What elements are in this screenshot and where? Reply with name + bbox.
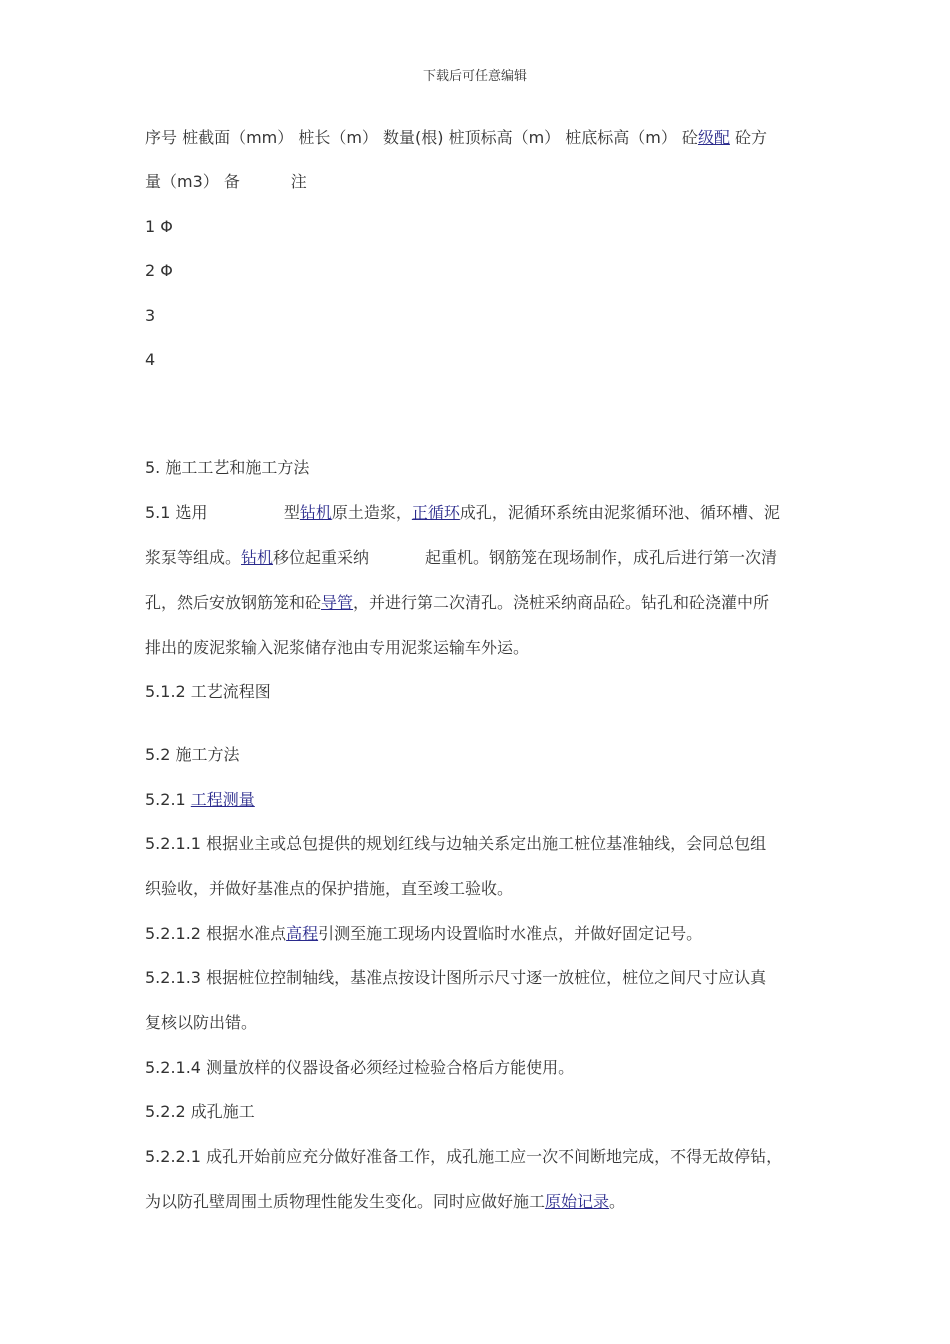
link[interactable]: 工程测量	[190, 790, 255, 809]
text-segment: 原土造浆，	[331, 503, 412, 522]
text-line	[145, 745, 240, 765]
text-segment: 为以防孔壁周围土质物理性能发生变化。同时应做好施工	[145, 1192, 546, 1211]
text-line	[145, 217, 173, 237]
link[interactable]: 正循环	[411, 503, 460, 522]
link[interactable]: 高程	[286, 924, 319, 943]
link[interactable]: 钻机	[299, 503, 332, 522]
text-line	[145, 306, 155, 326]
text-segment: 5.2 施工方法	[145, 745, 240, 764]
link[interactable]: 钻机	[241, 548, 274, 567]
text-segment: 5.2.1.4 测量放样的仪器设备必须经过检验合格后方能使用。	[145, 1058, 575, 1077]
text-line	[145, 790, 255, 810]
text-segment: 5.2.2 成孔施工	[145, 1102, 255, 1121]
link[interactable]: 原始记录	[545, 1192, 610, 1211]
text-line	[145, 593, 769, 613]
text-segment: 量（m3） 备 注	[145, 172, 307, 191]
text-line	[145, 924, 702, 944]
text-line	[145, 350, 155, 370]
text-segment: 移位起重采纳 起重机。钢筋笼在现场制作，成孔后进行第一次清	[273, 548, 777, 567]
text-segment: ，并进行第二次清孔。浇桩采纳商品砼。钻孔和砼浇灌中所	[353, 593, 770, 612]
text-line	[145, 879, 513, 899]
text-segment: 序号 桩截面（mm） 桩长（m） 数量(根) 桩顶标高（m） 桩底标高（m） 砼	[145, 128, 698, 147]
text-segment: 5.1.2 工艺流程图	[145, 682, 271, 701]
page-header: 下载后可任意编辑	[422, 69, 527, 84]
text-line	[145, 261, 173, 281]
text-segment: 5. 施工工艺和施工方法	[145, 458, 310, 477]
text-line	[145, 682, 271, 702]
text-segment: 成孔，泥循环系统由泥浆循环池、循环槽、泥	[459, 503, 780, 522]
text-line	[145, 1102, 255, 1122]
text-segment: 复核以防出错。	[145, 1013, 258, 1032]
text-segment: 浆泵等组成。	[145, 548, 242, 567]
text-line	[145, 1147, 782, 1167]
text-line	[145, 834, 766, 854]
link[interactable]: 级配	[697, 128, 730, 147]
text-line	[145, 1192, 625, 1212]
text-line	[145, 1013, 257, 1033]
text-segment: 5.2.1	[145, 790, 191, 809]
text-segment: 5.2.2.1 成孔开始前应充分做好准备工作，成孔施工应一次不间断地完成，不得无故停钻，	[145, 1147, 783, 1166]
text-segment: 1 Φ	[145, 217, 173, 236]
text-line	[145, 128, 767, 148]
text-segment: 。	[609, 1192, 626, 1211]
text-segment: 5.2.1.1 根据业主或总包提供的规划红线与边轴关系定出施工桩位基准轴线，会同总包组	[145, 834, 767, 853]
text-line	[145, 172, 307, 192]
text-line	[145, 548, 777, 568]
text-segment: 5.2.1.3 根据桩位控制轴线，基准点按设计图所示尺寸逐一放桩位，桩位之间尺寸应认真	[145, 968, 767, 987]
text-segment: 孔，然后安放钢筋笼和砼	[145, 593, 322, 612]
text-segment: 引测至施工现场内设置临时水准点，并做好固定记号。	[318, 924, 703, 943]
text-segment: 4	[145, 350, 156, 369]
text-segment: 织验收，并做好基准点的保护措施，直至竣工验收。	[145, 879, 514, 898]
text-line	[145, 638, 529, 658]
text-segment: 3	[145, 306, 156, 325]
link[interactable]: 导管	[321, 593, 354, 612]
text-segment: 2 Φ	[145, 261, 173, 280]
text-line	[145, 968, 766, 988]
text-line	[145, 458, 309, 478]
text-segment: 砼方	[729, 128, 768, 147]
text-line	[145, 503, 780, 523]
text-segment: 排出的废泥浆输入泥浆储存池由专用泥浆运输车外运。	[145, 638, 530, 657]
text-segment: 5.1 选用 型	[145, 503, 300, 522]
text-line	[145, 1058, 574, 1078]
text-segment: 5.2.1.2 根据水准点	[145, 924, 287, 943]
